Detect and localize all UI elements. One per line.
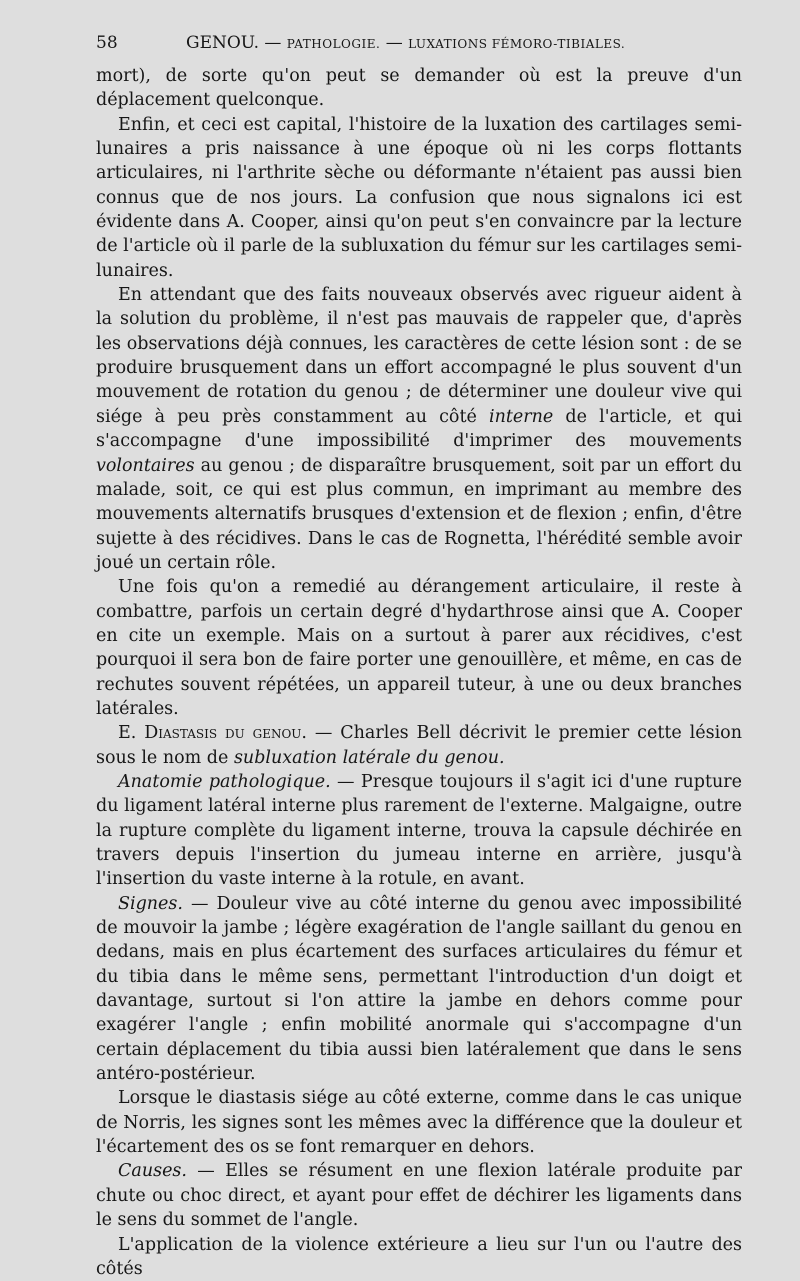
header-subsection: LUXATIONS FÉMORO-TIBIALES. bbox=[408, 37, 626, 51]
paragraph: mort), de sorte qu'on peut se demander où est la preuve d'un déplacement quelconque. bbox=[96, 66, 742, 111]
text-run: — Douleur vive au côté interne du genou avec impossibilité de mouvoir la jambe ; légère exagération de l'angle saillant du genou en dedans, mais en plus écartement des surfaces articulaires du fémur et du tibia dans le même sens, permettant l'introduction d'un doigt et davantage, surtout si l'on attire la jambe en dehors comme pour exagérer l'angle ; enfin mobilité anormale qui s'accompagne d'un certain déplacement du tibia aussi bien latéralement que dans le sens antéro-postérieur. bbox=[96, 893, 742, 1085]
paragraph bbox=[96, 892, 742, 1087]
text-run: — Elles se résument en une flexion latérale produite par chute ou choc direct, et ayant pour effet de déchirer les ligaments dans le sens du sommet de l'angle. bbox=[96, 1161, 742, 1231]
paragraph bbox=[96, 770, 742, 892]
subsection-heading: Signes. bbox=[118, 893, 183, 914]
text-run: — Presque toujours il s'agit ici d'une rupture du ligament latéral interne plus rarement de l'externe. Malgaigne, outre la rupture complète du ligament interne, trouva la capsule déchirée en travers depuis l'insertion du jumeau interne en arrière, jusqu'à l'insertion du vaste interne à la rotule, en avant. bbox=[96, 771, 742, 890]
paragraph bbox=[96, 283, 742, 575]
running-header bbox=[96, 30, 736, 56]
italic-term: subluxation latérale du genou. bbox=[233, 747, 505, 768]
paragraph: Une fois qu'on a remedié au dérangement articulaire, il reste à combattre, parfois un certain degré d'hydarthrose ainsi que A. Cooper en cite un exemple. Mais on a surtout à parer aux récidives, c'est pourquoi il sera bon de faire porter une genouillère, et même, en cas de rechutes souvent répétées, un appareil tuteur, à une ou deux branches latérales. bbox=[96, 577, 742, 719]
header-dash: — bbox=[264, 33, 282, 53]
header-dash: — bbox=[385, 33, 403, 53]
text-run: de l'article, et qui s'accompagne d'une impossibilité d'imprimer des mouvements bbox=[96, 406, 742, 452]
text-run: En attendant que des faits nouveaux observés avec rigueur aident à la solution du problème, il n'est pas mauvais de rappeler que, d'après les observations déjà connues, les caractères de cette lésion sont : de se produire brusquement dans un effort accompagné le plus souvent d'un mouvement de rotation du genou ; de déterminer une douleur vive qui siége à peu près constamment au côté bbox=[96, 285, 742, 427]
subsection-heading: Anatomie pathologique. bbox=[118, 771, 331, 792]
paragraph: Lorsque le diastasis siége au côté externe, comme dans le cas unique de Norris, les signes sont les mêmes avec la différence que la douleur et l'écartement des os se font remarquer en dehors. bbox=[96, 1088, 742, 1158]
paragraph bbox=[96, 721, 742, 770]
header-title: GENOU. bbox=[186, 33, 259, 53]
text-run: au genou ; de disparaître brusquement, soit par un effort du malade, soit, ce qui est plus commun, en imprimant au membre des mouvements alternatifs brusques d'extension et de flexion ; enfin, d'être sujette à des récidives. Dans le cas de Rognetta, l'hérédité semble avoir joué un certain rôle. bbox=[96, 455, 742, 573]
italic-term: volontaires bbox=[96, 455, 195, 476]
paragraph: Enfin, et ceci est capital, l'histoire de la luxation des cartilages semi-lunaires a pris naissance à une époque où ni les corps flottants articulaires, ni l'arthrite sèche ou déformante n'étaient pas aussi bien connus que de nos jours. La confusion que nous signalons ici est évidente dans A. Cooper, ainsi qu'on peut s'en convaincre par la lecture de l'article où il parle de la subluxation du fémur sur les cartilages semi-lunaires. bbox=[96, 114, 742, 281]
page-number: 58 bbox=[96, 33, 118, 53]
section-heading: E. Diastasis du genou. bbox=[118, 723, 307, 744]
text-run: — Charles Bell décrivit le premier cette lésion sous le nom de bbox=[96, 723, 742, 768]
subsection-heading: Causes. bbox=[118, 1161, 187, 1182]
paragraph: L'application de la violence extérieure a lieu sur l'un ou l'autre des côtés bbox=[96, 1234, 742, 1279]
header-section: PATHOLOGIE. bbox=[286, 37, 381, 51]
running-title bbox=[186, 30, 625, 57]
body-text bbox=[96, 64, 742, 1281]
paragraph bbox=[96, 1159, 742, 1232]
italic-term: interne bbox=[489, 406, 554, 427]
